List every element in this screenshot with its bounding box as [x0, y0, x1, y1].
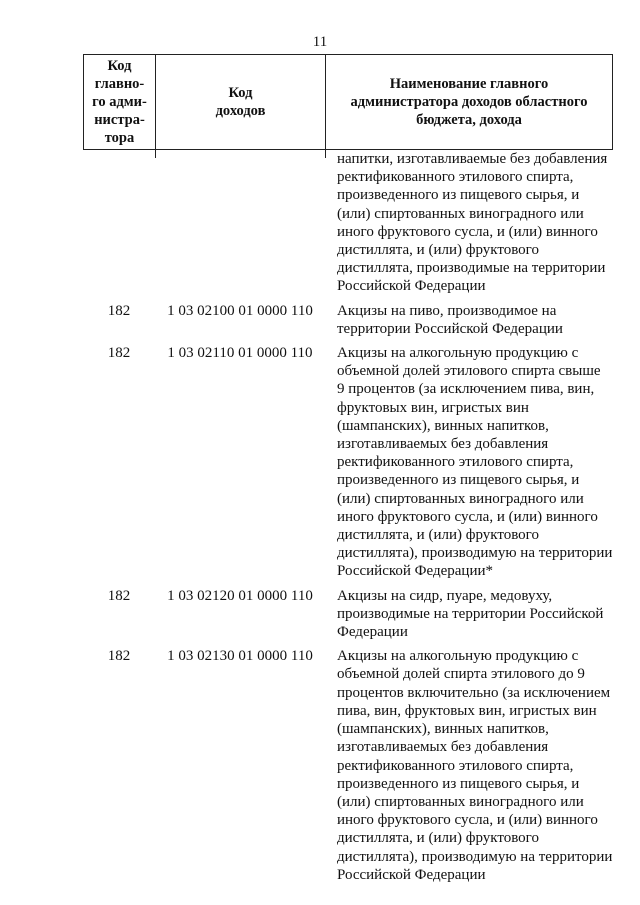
cell-admin-code: 182: [107, 587, 131, 604]
header-name-label: Наименование главного администратора доходов областного бюджета, дохода: [350, 76, 588, 128]
table-row: [0, 344, 640, 581]
cell-revenue-code: 1 03 02110 01 0000 110: [167, 345, 313, 362]
header-revenue-code-label: Код доходов: [215, 85, 266, 119]
cell-revenue-code: 1 03 02130 01 0000 110: [167, 648, 313, 665]
cell-name: Акцизы на сидр, пуаре, медовуху, производимые на территории Российской Федерации: [337, 587, 604, 641]
cell-admin-code: 182: [107, 302, 131, 319]
header-admin-code-label: Код главно- го адми- нистра- тора: [92, 58, 147, 146]
cell-admin-code: 182: [107, 345, 131, 362]
cell-name: Акцизы на алкогольную продукцию с объемной долей этилового спирта свыше 9 процентов (за исключением пива, вин, фруктовых вин, игристых вин (шампанских), винных напитков, изготавливаемых без добавления ректификованного этилового спирта, произведенного из пищевого сырья, и (или) спиртованных виноградного или иного фруктового сусла, и (или) винного дистиллята, и (или) фруктового дистиллята), производимую на территории Российской Федерации*: [337, 345, 613, 580]
table-body: [0, 150, 640, 890]
table-row: [0, 150, 640, 296]
cell-name: напитки, изготавливаемые без добавления ректификованного этилового спирта, произведенного из пищевого сырья, и (или) спиртованных виноградного или иного фруктового сусла, и (или) винного дистиллята, и (или) фруктового дистиллята, производимые на территории Российской Федерации: [337, 151, 608, 295]
cell-name: Акцизы на алкогольную продукцию с объемной долей спирта этилового до 9 процентов включительно (за исключением пива, вин, фруктовых вин, игристых вин (шампанских), винных напитков, изготавливаемых без добавления ректификованного этилового спирта, произведенного из пищевого сырья, и (или) спиртованных виноградного или иного фруктового сусла, и (или) винного дистиллята, и (или) фруктового дистиллята), производимую на территории Российской Федерации: [337, 648, 613, 883]
table-header: [83, 54, 613, 150]
page-number: 11: [312, 34, 328, 50]
cell-revenue-code: [155, 150, 325, 296]
header-admin-code: [84, 55, 156, 149]
cell-revenue-code: 1 03 02100 01 0000 110: [167, 302, 313, 319]
header-revenue-code: [156, 55, 326, 149]
table-row: [0, 647, 640, 884]
cell-admin-code: [83, 150, 155, 296]
table-row: [0, 302, 640, 338]
header-name: [326, 55, 612, 149]
table-row: [0, 587, 640, 642]
cell-revenue-code: 1 03 02120 01 0000 110: [167, 587, 313, 604]
cell-admin-code: 182: [107, 648, 131, 665]
cell-name: Акцизы на пиво, производимое на территории Российской Федерации: [337, 302, 563, 337]
